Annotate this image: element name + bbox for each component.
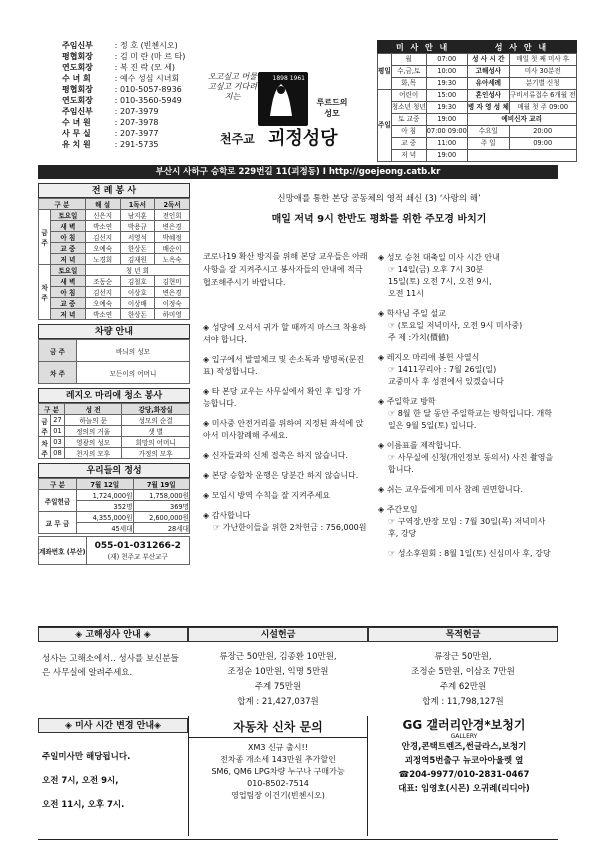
colon: : xyxy=(114,107,118,116)
liturgy-cell: 서영석 xyxy=(120,232,155,243)
legio-row xyxy=(39,437,190,448)
mass-row xyxy=(378,126,577,138)
legio-table xyxy=(38,403,190,459)
finance-value: 369명 xyxy=(133,501,190,512)
notice-item xyxy=(378,308,558,344)
liturgy-cell: 한상돈 xyxy=(120,243,155,254)
liturgy-cell: 이정숙 xyxy=(155,298,190,309)
notice-text: ◈ 본당 승합차 운행은 당분간 하지 않습니다. xyxy=(203,471,359,480)
vehicle-week: 차 주 xyxy=(39,362,77,384)
notice-sub: ☞ 1411꾸리아 : 7월 26일(일) 교중미사 후 성전에서 있겠습니다 xyxy=(388,365,504,386)
liturgy-cell: 김선지 xyxy=(85,232,120,243)
staff-role: 수 녀 원 xyxy=(62,118,91,127)
mass-time: 19:30 xyxy=(426,78,467,90)
church-prefix: 천주교 xyxy=(220,132,255,146)
optical-ad-line: ☎204-9977/010-2831-0467 xyxy=(398,770,530,780)
notice-text: ◈ 모임시 방역 수칙을 잘 지켜주세요 xyxy=(203,491,331,500)
mass-change-line: 주일미사만 해당됩니다. xyxy=(42,752,131,762)
purpose-line: 합계 : 11,798,127원 xyxy=(422,697,504,707)
liturgy-row xyxy=(39,276,190,287)
liturgy-cell: 이상배 xyxy=(120,298,155,309)
notice-text: ◈ 성당에 오셔서 귀가 할 때까지 마스크 착용하셔야 합니다. xyxy=(203,323,367,344)
edu-time: 20:00 xyxy=(509,126,576,138)
edu-title: 예비신자 교리 xyxy=(467,114,576,126)
mass-time: 19:00 xyxy=(426,114,467,126)
liturgy-table xyxy=(38,198,190,320)
liturgy-row xyxy=(39,210,190,221)
notice-item xyxy=(203,510,368,534)
legio-cell: 03 xyxy=(51,437,65,448)
staff-value: 207-3977 xyxy=(120,129,159,138)
mass-day: 아 침 xyxy=(391,126,426,138)
legio-cell: 영광의 성모 xyxy=(65,437,122,448)
right-notices xyxy=(378,252,558,568)
notice-title: ◈ 주일학교 방학 xyxy=(378,397,436,406)
finance-value: 28세대 xyxy=(133,523,190,534)
legio-cell: 성모의 순결 xyxy=(122,415,190,426)
legio-col: 강당,화장실 xyxy=(122,404,190,415)
liturgy-cell: 하미영 xyxy=(155,309,190,320)
staff-row xyxy=(62,40,185,51)
mass-time: 11:00 xyxy=(426,138,467,150)
legio-cell: 천지의 모후 xyxy=(65,448,122,459)
liturgy-row xyxy=(39,287,190,298)
theme-intro: 신망애를 통한 본당 공동체의 영적 쇄신 (3) ‘사랑의 해’ xyxy=(277,194,481,204)
staff-value: 복 진 락 (모 세) xyxy=(120,63,176,72)
finance-value: 2,600,000원 xyxy=(133,512,190,523)
staff-row xyxy=(62,95,185,106)
car-ad-line: SM6, QM6 LPG차량 누구나 구매가능 xyxy=(211,767,345,776)
slogan-logo: 오고싶고 머물고싶고 기다려지는 xyxy=(208,72,257,101)
notice-item xyxy=(203,418,368,442)
liturgy-cell: 박소연 xyxy=(85,221,120,232)
notice-item xyxy=(203,490,368,502)
liturgy-cell: 조동순 xyxy=(85,276,120,287)
notice-item xyxy=(378,252,558,300)
colon: : xyxy=(114,52,118,61)
mass-schedule: 미 사 안 내 성 사 안 내 평일 월 07:00 성 사 시 간 매일 첫 째 미사 후 수,금,토 10:00 고해성사 미사 30분전 화,목 19:30 유아세례 분기별 신청 주일 어린이 15:00 혼인성사 구비서류접수 6개월 전 청소년 청년 19:30 병 자 영 성 체 매월 첫 주 09:00 토 교중 19:00 예비신자 교리 아 침 07:00 09:00 수요일 20:00 교 중 11:00 주 일 09:00 저 녁 19:00 xyxy=(377,40,577,162)
legio-col: 성 전 xyxy=(65,404,122,415)
liturgy-cell: 노경희 xyxy=(85,254,120,265)
colon: : xyxy=(114,96,118,105)
mass-row xyxy=(378,150,577,162)
mass-group: 주일 xyxy=(378,90,392,162)
legio-cell: 희망의 어머니 xyxy=(122,437,190,448)
facility-lines xyxy=(188,650,368,710)
optical-ad-line: 대표: 임영호(시몬) 오귀례(리디아) xyxy=(398,784,530,794)
liturgy-cell: 청 년 회 xyxy=(85,265,189,276)
mass-time: 19:30 xyxy=(426,102,467,114)
liturgy-cell: 김선지 xyxy=(85,287,120,298)
mass-day: 수,금,토 xyxy=(391,66,426,78)
address-bar: 부산시 사하구 승학로 229번길 11(괴정동) Ⅰ http://goejeong.catb.kr xyxy=(38,165,558,179)
staff-row xyxy=(62,117,185,128)
mass-change-line: 오전 11시, 오후 7시. xyxy=(42,800,125,810)
staff-row xyxy=(62,62,185,73)
notice-title: ◈ 쉬는 교우들에게 미사 참례 권면합니다. xyxy=(378,485,524,494)
liturgy-row xyxy=(39,221,190,232)
finance-value: 1,758,000원 xyxy=(133,490,190,501)
notice-title: ◈ 레지오 마리애 봉헌 사열식 xyxy=(378,353,480,362)
notice-text: ◈ 감사합니다 xyxy=(203,511,251,520)
liturgy-cell: 전인희 xyxy=(155,210,190,221)
mass-row xyxy=(378,90,577,102)
liturgy-cell: 박소연 xyxy=(85,309,120,320)
car-ad-line: 영업팀장 이건기(빈첸시오) xyxy=(231,791,325,800)
confession-text: 성사는 고해소에서.. 성사를 보신분들은 사무실에 알려주세요. xyxy=(42,654,179,678)
notice-item xyxy=(203,386,368,410)
staff-row xyxy=(62,106,185,117)
mass-day: 저 녁 xyxy=(391,150,426,162)
purpose-line: 조정순 5만원, 이삼조 7만원 xyxy=(411,667,515,677)
liturgy-row xyxy=(39,254,190,265)
notice-sub: ☞ 8월 한 달 동안 주일학교는 방학입니다. 개학일은 9월 5일(토) 입니다. xyxy=(388,409,552,430)
facility-line: 합계 : 21,427,037원 xyxy=(237,697,319,707)
colon: : xyxy=(114,74,118,83)
staff-value: 정 호 (빈첸시오) xyxy=(120,41,178,50)
edu-time: 09:00 xyxy=(509,138,576,150)
confession-title: ◈ 고해성사 안내 ◈ xyxy=(38,627,188,642)
sacrament-name: 병 자 영 성 체 xyxy=(467,102,509,114)
colon: : xyxy=(114,129,118,138)
facility-line: 조정순 10만원, 익명 5만원 xyxy=(227,667,329,677)
notice-title: ◈ 학사님 주일 설교 xyxy=(378,309,446,318)
notice-title: ◈ 성모 승천 대축일 미사 시간 안내 xyxy=(378,253,500,262)
mass-day: 화,목 xyxy=(391,78,426,90)
colon: : xyxy=(114,140,118,149)
sacrament-name: 혼인성사 xyxy=(467,90,509,102)
optical-ad: GG 갤러리안경*보청기 GALLERY 안경,콘택트렌즈,썬글라스,보청기 괴정역5번출구 뉴코아아울렛 옆 ☎204-9977/010-2831-0467 대표: 임영호(시몬) 오귀례(리디아) xyxy=(370,716,558,836)
vehicle-table xyxy=(38,339,190,384)
liturgy-mass: 새 벽 xyxy=(51,221,86,232)
optical-ad-line: 괴정역5번출구 뉴코아아울렛 옆 xyxy=(404,756,524,766)
liturgy-mass: 교 중 xyxy=(51,298,86,309)
sacrament-time: 구비서류접수 6개월 전 xyxy=(509,90,576,102)
staff-value: 207-3978 xyxy=(120,118,159,127)
notice-sub: ☞ 구역장,반장 모임 : 7월 30일(목) 저녁미사 후, 강당 xyxy=(388,517,546,538)
liturgy-cell: 오예숙 xyxy=(85,298,120,309)
colon: : xyxy=(114,63,118,72)
legio-group: 금주 xyxy=(39,415,51,437)
liturgy-mass: 아 침 xyxy=(51,232,86,243)
legio-row xyxy=(39,448,190,459)
notice-item xyxy=(203,322,368,346)
staff-row xyxy=(62,84,185,95)
finance-row xyxy=(39,512,190,523)
mass-day: 청소년 청년 xyxy=(391,102,426,114)
staff-value: 예수 성심 시녀회 xyxy=(120,74,180,83)
liturgy-cell: 한상돈 xyxy=(120,309,155,320)
liturgy-cell: 김철호 xyxy=(120,276,155,287)
finance-kind: 교 무 금 xyxy=(39,512,77,534)
liturgy-mass: 아 침 xyxy=(51,287,86,298)
vehicle-group: 모든이의 어머니 xyxy=(77,362,190,384)
liturgy-cell: 배순이 xyxy=(155,243,190,254)
staff-row xyxy=(62,139,185,150)
staff-role: 주임신부 xyxy=(62,41,93,50)
finance-value: 4,355,000원 xyxy=(77,512,134,523)
vehicle-title: 차량 안내 xyxy=(38,324,190,339)
staff-role: 유 치 원 xyxy=(62,140,91,149)
notice-item xyxy=(378,396,558,432)
liturgy-cell: 박용규 xyxy=(120,221,155,232)
car-ad-line: 전차종 개소세 143만원 추가할인 xyxy=(220,755,336,764)
car-ad-line: 010-8502-7514 xyxy=(247,779,309,788)
staff-value: 207-3979 xyxy=(120,107,159,116)
mass-change-line: 오전 7시, 오전 9시, xyxy=(42,776,119,786)
sacrament-name: 고해성사 xyxy=(467,66,509,78)
legio-cell: 하늘의 문 xyxy=(65,415,122,426)
car-ad: 자동차 신차 문의 XM3 신규 출시!! 전차종 개소세 143만원 추가할인 SM6, QM6 LPG차량 누구나 구매가능 010-8502-7514 영업팀장 이건기(빈첸시오) xyxy=(188,716,368,836)
liturgy-cell: 김재원 xyxy=(120,254,155,265)
legio-cell: 08 xyxy=(51,448,65,459)
liturgy-group: 차주 xyxy=(39,265,51,320)
finance-value: 1,724,000원 xyxy=(77,490,134,501)
staff-value: 010-5057-8936 xyxy=(120,85,182,94)
mass-day: 월 xyxy=(391,54,426,66)
notice-sub: ☞ (토요일 저녁미사, 오전 9시 미사중) 주 제 :가치(價値) xyxy=(388,321,523,342)
purpose-title: 목적헌금 xyxy=(368,627,558,642)
liturgy-cell: 이상호 xyxy=(120,287,155,298)
legio-cell: 27 xyxy=(51,415,65,426)
legio-cell: 샛 별 xyxy=(122,426,190,437)
sacrament-name: 유아세례 xyxy=(467,78,509,90)
liturgy-mass: 교 중 xyxy=(51,243,86,254)
mass-day: 어린이 xyxy=(391,90,426,102)
car-ad-line: XM3 신규 출시!! xyxy=(248,743,308,752)
notice-title: ◈ 이름표를 제작합니다. xyxy=(378,441,462,450)
liturgy-mass: 토요일 xyxy=(51,210,86,221)
blank xyxy=(467,150,576,162)
finance-row xyxy=(39,490,190,501)
liturgy-cell: 김현미 xyxy=(155,276,190,287)
legio-row xyxy=(39,415,190,426)
mass-group: 평일 xyxy=(378,54,392,90)
liturgy-cell: 신은지 xyxy=(85,210,120,221)
church-badge: 1898 1961 xyxy=(258,72,308,126)
notice-sub: ☞ 성소후원회 : 8월 1일(토) 신심미사 후, 강당 xyxy=(388,549,551,558)
mass-row xyxy=(378,102,577,114)
purpose-lines xyxy=(368,650,558,710)
facility-line: 류장근 50만원, 김종환 10만원, xyxy=(219,652,337,662)
finance-kind: 주일헌금 xyxy=(39,490,77,512)
staff-role: 수 녀 회 xyxy=(62,74,91,83)
vehicle-week: 금 주 xyxy=(39,340,77,362)
colon: : xyxy=(114,85,118,94)
sacrament-time: 분기별 신청 xyxy=(509,78,576,90)
liturgy-row xyxy=(39,232,190,243)
colon: : xyxy=(114,118,118,127)
edu-day: 수요일 xyxy=(467,126,509,138)
mass-change-lines xyxy=(42,745,182,817)
mass-time: 15:00 xyxy=(426,90,467,102)
notice-text: ◈ 미사중 안전거리를 위하여 지정된 좌석에 앉아서 미사참례해 주세요. xyxy=(203,419,364,440)
staff-role: 평협회장 xyxy=(62,85,93,94)
liturgy-row xyxy=(39,265,190,276)
liturgy-cell: 변은경 xyxy=(155,287,190,298)
liturgy-cell: 변은경 xyxy=(155,221,190,232)
finance-title: 우리들의 정성 xyxy=(38,463,190,478)
badge-caption: 루르드의 성모 xyxy=(316,98,348,118)
notice-item xyxy=(203,450,368,462)
facility-title: 시설헌금 xyxy=(188,627,368,642)
mass-day: 교 중 xyxy=(391,138,426,150)
liturgy-col: 구 분 xyxy=(39,199,86,210)
staff-role: 연도회장 xyxy=(62,96,93,105)
notice-item xyxy=(378,548,558,560)
notice-item xyxy=(378,440,558,476)
liturgy-group: 금주 xyxy=(39,210,51,265)
liturgy-cell: 오예숙 xyxy=(85,243,120,254)
vehicle-group: 바늬의 성모 xyxy=(77,340,190,362)
mass-time: 07:00 xyxy=(426,54,467,66)
mass-time: 19:00 xyxy=(426,150,467,162)
sacrament-time: 매일 첫 째 미사 후 xyxy=(509,54,576,66)
lead-text: 코로나19 확산 방지를 위해 본당 교우들은 아래 사항을 잘 지켜주시고 봉사자들의 안내에 적극 협조해주시기 바랍니다. xyxy=(203,252,368,287)
staff-role: 주임신부 xyxy=(62,107,93,116)
facility-line: 주계 75만원 xyxy=(254,682,302,692)
account-table: 계좌번호 (부산) 055-01-031266-2 (재) 천주교 부산교구 xyxy=(38,536,190,565)
notice-sub: ☞ 가난한이들을 위한 2차헌금 : 756,000원 xyxy=(213,523,367,532)
legio-title: 레지오 마리애 청소 봉사 xyxy=(38,388,190,403)
finance-value: 352명 xyxy=(77,501,134,512)
liturgy-mass: 저 녁 xyxy=(51,254,86,265)
mary-icon xyxy=(266,82,296,118)
finance-col: 7월 19일 xyxy=(133,479,190,490)
notice-item xyxy=(378,352,558,388)
liturgy-row xyxy=(39,298,190,309)
liturgy-mass: 토요일 xyxy=(51,265,86,276)
liturgy-cell: 박혜정 xyxy=(155,232,190,243)
notice-item xyxy=(203,354,368,378)
notice-sub: ☞ 사무실에 신청(개인정보 동의서) 사진 촬영을 합니다. xyxy=(388,453,554,474)
edu-day: 주 일 xyxy=(467,138,509,150)
staff-row xyxy=(62,73,185,84)
staff-value: 김 미 란 (마 르 타) xyxy=(120,52,186,61)
liturgy-col: 1독서 xyxy=(120,199,155,210)
legio-cell: 가정의 모후 xyxy=(122,448,190,459)
liturgy-cell: 노옥숙 xyxy=(155,254,190,265)
finance-col: 구 분 xyxy=(39,479,77,490)
notice-text: ◈ 신자들과의 신체 접촉은 하지 않습니다. xyxy=(203,451,349,460)
mass-row xyxy=(378,54,577,66)
staff-row xyxy=(62,128,185,139)
notice-item xyxy=(378,504,558,540)
mass-time: 10:00 xyxy=(426,66,467,78)
church-name: 괴정성당 xyxy=(268,128,338,149)
staff-value: 010-3560-5949 xyxy=(120,96,182,105)
staff-row xyxy=(62,51,185,62)
legio-cell: 01 xyxy=(51,426,65,437)
mass-time: 07:00 09:00 xyxy=(426,126,467,138)
legio-cell: 정의의 거울 xyxy=(65,426,122,437)
finance-table xyxy=(38,478,190,534)
sacrament-name: 성 사 시 간 xyxy=(467,54,509,66)
staff-role: 사 무 실 xyxy=(62,129,91,138)
staff-role: 평협회장 xyxy=(62,52,93,61)
optical-ad-line: 안경,콘택트렌즈,썬글라스,보청기 xyxy=(401,742,527,752)
notice-text: ◈ 입구에서 발열체크 및 손소독과 방명록(문진표) 작성합니다. xyxy=(203,355,365,376)
notice-title: ◈ 주간모임 xyxy=(378,505,418,514)
vehicle-row xyxy=(39,340,190,362)
staff-role: 연도회장 xyxy=(62,63,93,72)
notice-item xyxy=(378,484,558,496)
mass-row xyxy=(378,78,577,90)
liturgy-col: 해 설 xyxy=(85,199,120,210)
legio-group: 차주 xyxy=(39,437,51,459)
liturgy-col: 2독서 xyxy=(155,199,190,210)
staff-list xyxy=(62,40,185,150)
mass-day: 토 교중 xyxy=(391,114,426,126)
legio-col: 구 분 xyxy=(39,404,65,415)
liturgy-row xyxy=(39,309,190,320)
colon: : xyxy=(114,41,118,50)
left-notices xyxy=(203,322,368,542)
mass-row xyxy=(378,114,577,126)
purpose-line: 주계 62만원 xyxy=(439,682,487,692)
mass-change-title: ◈ 미사 시간 변경 안내◈ xyxy=(38,718,188,733)
mass-row xyxy=(378,138,577,150)
mass-row xyxy=(378,66,577,78)
notice-sub: ☞ 14일(금) 오후 7시 30분 15일(토) 오전 7시, 오전 9시, 오전 11시 xyxy=(388,265,492,298)
liturgy-mass: 저 녁 xyxy=(51,309,86,320)
headline: 매일 저녁 9시 한반도 평화를 위한 주모경 바치기 xyxy=(271,214,487,225)
liturgy-cell: 남지훈 xyxy=(120,210,155,221)
notice-text: ◈ 타 본당 교우는 사무실에서 확인 후 입장 가능합니다. xyxy=(203,387,361,408)
finance-col: 7월 12일 xyxy=(77,479,134,490)
purpose-line: 류장근 50만원, xyxy=(434,652,492,662)
sacrament-time: 매월 첫 주 09:00 xyxy=(509,102,576,114)
notice-item xyxy=(203,470,368,482)
liturgy-row xyxy=(39,243,190,254)
legio-row xyxy=(39,426,190,437)
finance-value: 45세대 xyxy=(77,523,134,534)
sacrament-time: 미사 30분전 xyxy=(509,66,576,78)
liturgy-title: 전 례 봉 사 xyxy=(38,183,190,198)
staff-value: 291-5735 xyxy=(120,140,159,149)
liturgy-mass: 새 벽 xyxy=(51,276,86,287)
vehicle-row xyxy=(39,362,190,384)
